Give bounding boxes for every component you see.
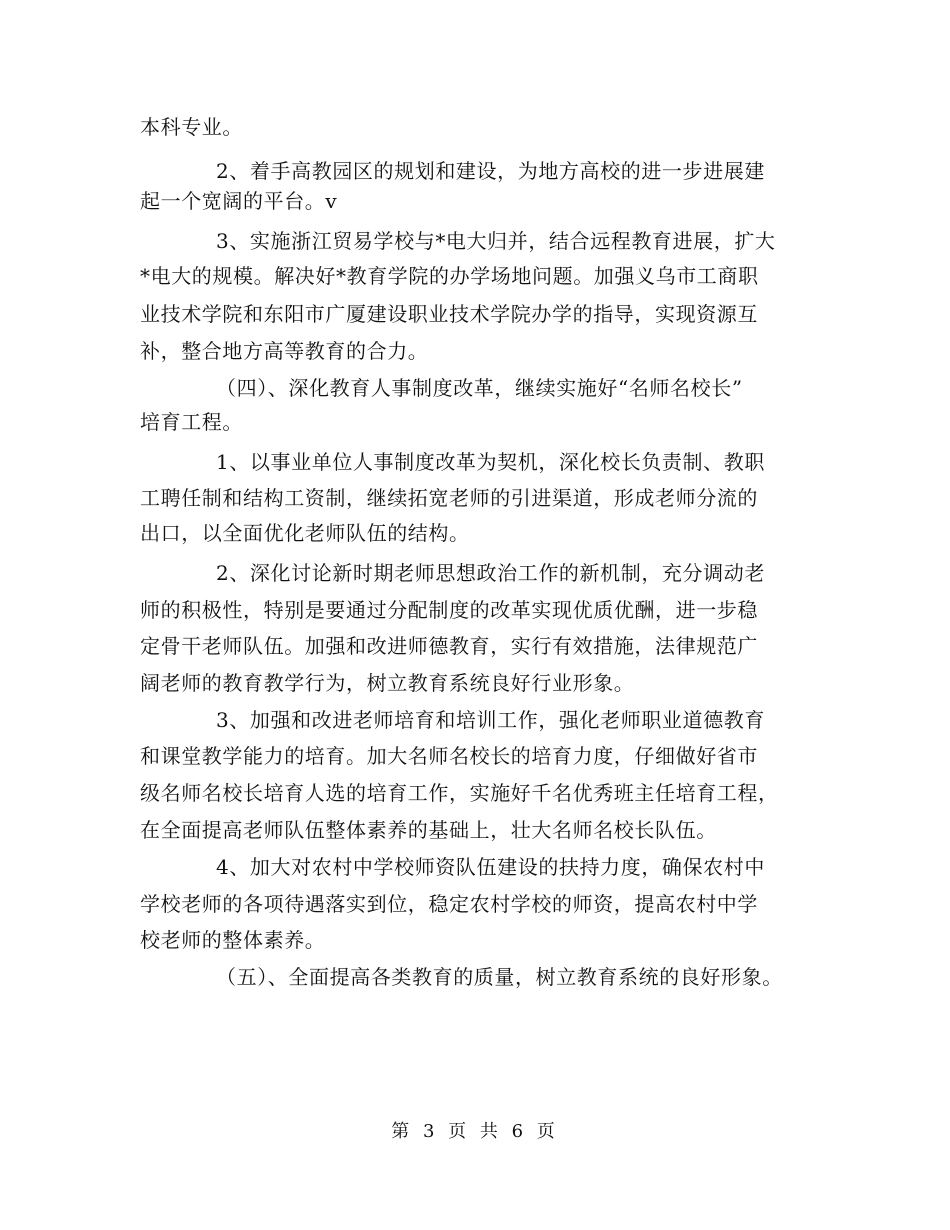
page-number-footer: 第 3 页 共 6 页 (391, 1121, 559, 1142)
text-line: 2、深化讨论新时期老师思想政治工作的新机制，充分调动老 (216, 561, 765, 585)
text-line: 本科专业。 (140, 115, 243, 139)
text-line: 业技术学院和东阳市广厦建设职业技术学院办学的指导，实现资源互 (140, 302, 758, 326)
text-line: 定骨干老师队伍。加强和改进师德教育，实行有效措施，法律规范广 (140, 634, 758, 658)
text-line: 校老师的整体素养。 (140, 928, 326, 952)
text-line: 补，整合地方高等教育的合力。 (140, 339, 429, 363)
text-line: 阔老师的教育教学行为，树立教育系统良好行业形象。 (140, 671, 635, 695)
text-line: 起一个宽阔的平台。v (140, 189, 338, 213)
text-line: （五）、全面提高各类教育的质量，树立教育系统的良好形象。 (216, 965, 783, 989)
text-line: 师的积极性，特别是要通过分配制度的改革实现优质优酬，进一步稳 (140, 598, 758, 622)
text-line: 3、实施浙江贸易学校与*电大归并，结合远程教育进展，扩大 (216, 229, 776, 253)
text-line: 出口，以全面优化老师队伍的结构。 (140, 521, 470, 545)
text-line: 级名师名校长培育人选的培育工作，实施好千名优秀班主任培育工程， (140, 781, 779, 805)
text-line: 学校老师的各项待遇落实到位，稳定农村学校的师资，提高农村中学 (140, 892, 758, 916)
text-line: 4、加大对农村中学校师资队伍建设的扶持力度，确保农村中 (216, 855, 765, 879)
text-line: *电大的规模。解决好*教育学院的办学场地问题。加强义乌市工商职 (140, 264, 759, 288)
text-line: 在全面提高老师队伍整体素养的基础上，壮大名师名校长队伍。 (140, 818, 717, 842)
text-line: 和课堂教学能力的培育。加大名师名校长的培育力度，仔细做好省市 (140, 744, 758, 768)
text-line: 培育工程。 (140, 410, 243, 434)
text-line: （四）、深化教育人事制度改革，继续实施好“名师名校长” (216, 376, 743, 400)
text-line: 1、以事业单位人事制度改革为契机，深化校长负责制、教职 (216, 450, 765, 474)
text-line: 2、着手高教园区的规划和建设，为地方高校的进一步进展建 (216, 159, 765, 183)
text-line: 工聘任制和结构工资制，继续拓宽老师的引进渠道，形成老师分流的 (140, 486, 758, 510)
text-line: 3、加强和改进老师培育和培训工作，强化老师职业道德教育 (216, 708, 765, 732)
